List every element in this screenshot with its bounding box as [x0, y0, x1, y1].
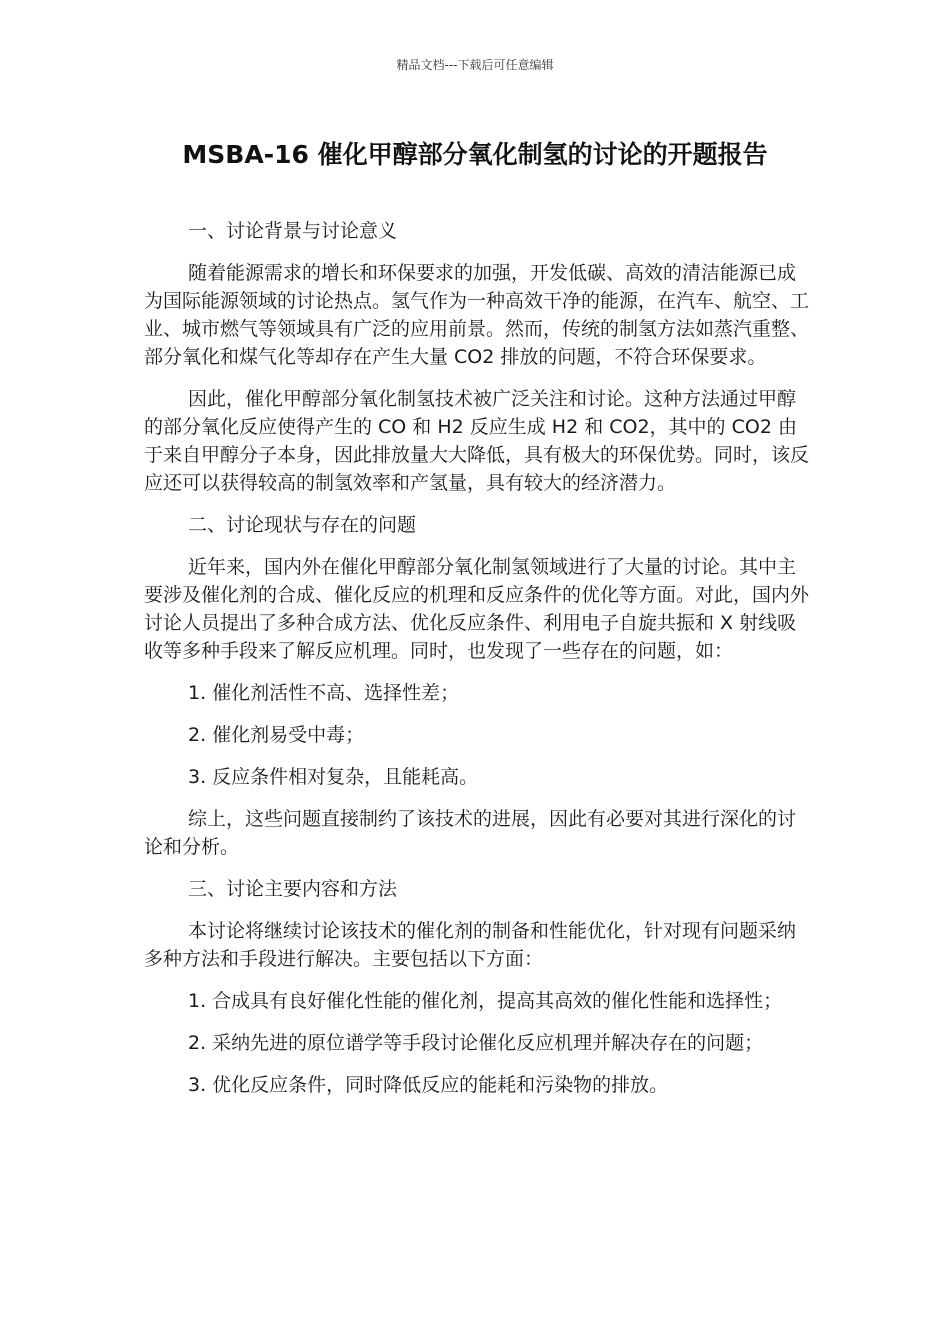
list-item: 1. 催化剂活性不高、选择性差；: [188, 682, 460, 704]
paragraph-status-closing: 综上，这些问题直接制约了该技术的进展，因此有必要对其进行深化的讨论和分析。: [144, 808, 797, 858]
section-heading-content-methods: 三、讨论主要内容和方法: [188, 878, 398, 900]
paragraph-status-1: 近年来，国内外在催化甲醇部分氧化制氢领域进行了大量的讨论。其中主要涉及催化剂的合成、催化反应的机理和反应条件的优化等方面。对此，国内外讨论人员提出了多种合成方法、优化反应条件、利用电子自旋共振和 X 射线吸收等多种手段来了解反应机理。同时，也发现了一些存在的问题，如：: [144, 556, 810, 662]
document-body: [144, 217, 809, 1113]
list-item: 2. 催化剂易受中毒；: [188, 724, 365, 746]
paragraph-background-1: 随着能源需求的增长和环保要求的加强，开发低碳、高效的清洁能源已成为国际能源领域的讨论热点。氢气作为一种高效干净的能源，在汽车、航空、工业、城市燃气等领域具有广泛的应用前景。然而，传统的制氢方法如蒸汽重整、部分氧化和煤气化等却存在产生大量 CO2 排放的问题，不符合环保要求。: [144, 262, 810, 368]
paragraph-background-2: 因此，催化甲醇部分氧化制氢技术被广泛关注和讨论。这种方法通过甲醇的部分氧化反应使得产生的 CO 和 H2 反应生成 H2 和 CO2，其中的 CO2 由于来自甲醇分子本身，因此排放量大大降低，具有极大的环保优势。同时，该反应还可以获得较高的制氢效率和产氢量，具有较大的经济潜力。: [144, 388, 810, 494]
list-item: 1. 合成具有良好催化性能的催化剂，提高其高效的催化性能和选择性；: [188, 990, 783, 1012]
list-item: 3. 反应条件相对复杂，且能耗高。: [188, 766, 479, 788]
section-heading-background: 一、讨论背景与讨论意义: [188, 220, 398, 242]
header-note: 精品文档---下载后可任意编辑: [396, 58, 554, 72]
section-heading-status: 二、讨论现状与存在的问题: [188, 514, 417, 536]
list-item: 2. 采纳先进的原位谱学等手段讨论催化反应机理并解决存在的问题；: [188, 1032, 764, 1054]
document-title: MSBA-16 催化甲醇部分氧化制氢的讨论的开题报告: [182, 140, 768, 169]
paragraph-content-methods-1: 本讨论将继续讨论该技术的催化剂的制备和性能优化，针对现有问题采纳多种方法和手段进行解决。主要包括以下方面：: [144, 920, 797, 970]
list-item: 3. 优化反应条件，同时降低反应的能耗和污染物的排放。: [188, 1074, 669, 1096]
